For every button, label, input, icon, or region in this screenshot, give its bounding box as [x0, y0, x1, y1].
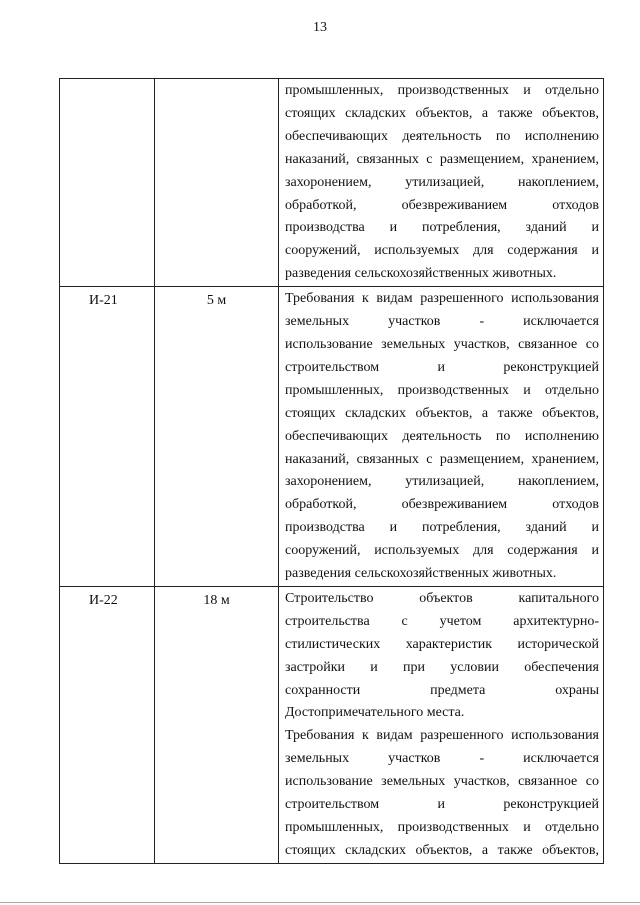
- requirements-cell: [279, 79, 604, 287]
- text-line: Строительство объектов капитального: [285, 590, 599, 606]
- text-line: наказаний, связанных с размещением, хранением,: [285, 151, 599, 167]
- text-line: Требования к видам разрешенного использования: [285, 728, 599, 744]
- requirements-cell: [279, 586, 604, 863]
- page-bottom-edge: [0, 902, 640, 903]
- text-line: обеспечивающих деятельность по исполнению: [285, 428, 599, 444]
- text-line: захоронением, утилизацией, накоплением,: [285, 474, 599, 490]
- distance-cell: 18 м: [155, 586, 279, 863]
- text-line: производства и потребления, зданий и: [285, 520, 599, 536]
- text-line: сооружений, используемых для содержания и: [285, 543, 599, 559]
- text-line: строительства с учетом архитектурно-: [285, 613, 599, 629]
- text-line: строительством и реконструкцией: [285, 359, 599, 375]
- text-line: сооружений, используемых для содержания и: [285, 243, 599, 259]
- requirements-cell: [279, 287, 604, 587]
- text-line: Достопримечательного места.: [285, 705, 465, 721]
- text-line: застройки и при условии обеспечения: [285, 659, 599, 675]
- zone-code-cell: И-21: [60, 287, 155, 587]
- text-line: земельных участков - исключается: [285, 314, 599, 330]
- text-line: захоронением, утилизацией, накоплением,: [285, 174, 599, 190]
- table-row: [60, 586, 604, 863]
- text-line: использование земельных участков, связанное со: [285, 774, 599, 790]
- text-line: стоящих складских объектов, а также объектов,: [285, 405, 599, 421]
- distance-cell: 5 м: [155, 287, 279, 587]
- text-line: строительством и реконструкцией: [285, 797, 599, 813]
- distance-cell: [155, 79, 279, 287]
- text-line: стоящих складских объектов, а также объектов,: [285, 842, 599, 858]
- page-number: 13: [313, 20, 327, 35]
- table-row: [60, 79, 604, 287]
- text-line: Требования к видам разрешенного использования: [285, 291, 599, 307]
- text-line: производства и потребления, зданий и: [285, 220, 599, 236]
- text-line: обеспечивающих деятельность по исполнению: [285, 128, 599, 144]
- text-line: стоящих складских объектов, а также объектов,: [285, 105, 599, 121]
- text-line: разведения сельскохозяйственных животных.: [285, 266, 557, 282]
- text-line: обработкой, обезвреживанием отходов: [285, 497, 599, 513]
- text-line: обработкой, обезвреживанием отходов: [285, 197, 599, 213]
- text-line: промышленных, производственных и отдельно: [285, 83, 599, 98]
- zone-code-cell: [60, 79, 155, 287]
- text-line: сохранности предмета охраны: [285, 682, 599, 698]
- text-line: использование земельных участков, связанное со: [285, 336, 599, 352]
- table-row: [60, 287, 604, 587]
- regulations-table: [59, 78, 604, 864]
- text-line: наказаний, связанных с размещением, хранением,: [285, 451, 599, 467]
- text-line: земельных участков - исключается: [285, 751, 599, 767]
- text-line: промышленных, производственных и отдельно: [285, 382, 599, 398]
- text-line: стилистических характеристик исторической: [285, 636, 599, 652]
- text-line: разведения сельскохозяйственных животных.: [285, 566, 557, 582]
- zone-code-cell: И-22: [60, 586, 155, 863]
- text-line: промышленных, производственных и отдельно: [285, 820, 599, 835]
